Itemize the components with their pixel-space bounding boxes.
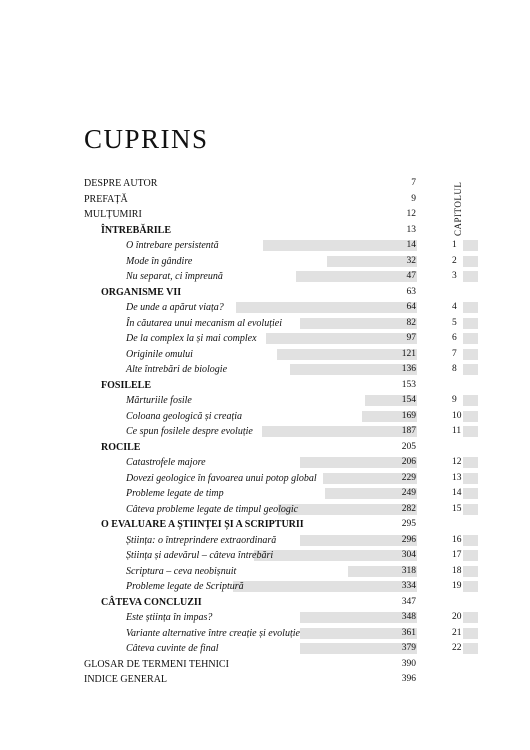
toc-entry-page: 361 (401, 627, 416, 638)
toc-entry (0, 517, 530, 532)
toc-entry-chapter: 5 (452, 317, 457, 328)
toc-entry (0, 657, 530, 672)
toc-entry (0, 378, 530, 393)
toc-entry-chapter: 22 (452, 643, 462, 653)
chapter-bar (463, 349, 478, 360)
toc-entry-title: Ce spun fosilele despre evoluție (126, 426, 253, 437)
chapter-bar (463, 318, 478, 329)
toc-entry-page: 334 (401, 581, 416, 591)
toc-entry-chapter: 14 (452, 488, 462, 498)
toc-entry-page: 187 (401, 426, 416, 436)
toc-entry-title: Mărturiile fosile (126, 395, 192, 406)
toc-entry-chapter: 20 (452, 612, 462, 622)
toc-entry (0, 486, 530, 501)
toc-entry (0, 223, 530, 238)
toc-entry-title: În căutarea unui mecanism al evoluției (126, 317, 282, 329)
toc-entry-title: ÎNTREBĂRILE (101, 224, 172, 236)
toc-entry-title: Coloana geologică și creația (126, 410, 243, 422)
toc-entry (0, 424, 530, 439)
toc-entry-page: 154 (401, 395, 416, 405)
toc-entry-title: Variante alternative între creație și evoluție (126, 627, 300, 639)
toc-entry (0, 610, 530, 625)
toc-entry-title: Este știința în impas? (126, 612, 213, 623)
toc-entry-title: De unde a apărut viața? (126, 302, 224, 313)
chapter-bar (463, 457, 478, 468)
toc-entry-title: O EVALUARE A ȘTIINȚEI ȘI A SCRIPTURII (101, 519, 304, 530)
toc-entry (0, 285, 530, 300)
toc-entry-chapter: 6 (452, 333, 457, 343)
toc-entry-chapter: 19 (452, 581, 462, 591)
toc-entry-page: 136 (401, 364, 416, 374)
toc-entry (0, 347, 530, 362)
chapter-bar (463, 550, 478, 561)
toc-entry-chapter: 4 (452, 302, 457, 312)
toc-entry (0, 207, 530, 222)
toc-entry-title: Scriptura – ceva neobișnuit (126, 565, 237, 577)
toc-entry-title: Catastrofele majore (126, 457, 206, 468)
toc-entry (0, 471, 530, 486)
toc-entry-title: MULȚUMIRI (84, 209, 142, 220)
toc-entry-title: De la complex la și mai complex (126, 333, 257, 344)
chapter-bar (463, 302, 478, 313)
toc-entry-page: 32 (406, 255, 416, 266)
toc-entry-page: 121 (401, 348, 416, 359)
toc-entry (0, 595, 530, 610)
toc-entry-title: Alte întrebări de biologie (126, 364, 228, 375)
page-title: CUPRINS (84, 124, 209, 154)
toc-entry-page: 390 (401, 658, 416, 669)
toc-entry-chapter: 10 (452, 410, 462, 421)
chapter-bar (463, 271, 478, 282)
toc-entry-chapter: 15 (452, 503, 462, 514)
toc-entry (0, 440, 530, 455)
toc-entry-page: 348 (401, 612, 416, 622)
toc-entry-title: O întrebare persistentă (126, 240, 219, 251)
chapter-bar (463, 333, 478, 344)
toc-entry-page: 379 (401, 643, 416, 653)
toc-entry-page: 295 (401, 519, 416, 529)
chapter-bar (463, 411, 478, 422)
toc-entry-page: 12 (406, 209, 416, 219)
toc-entry-chapter: 11 (452, 426, 462, 436)
toc-entry-chapter: 18 (452, 565, 462, 576)
toc-entry-chapter: 7 (452, 348, 457, 359)
toc-entry (0, 548, 530, 563)
toc-entry-page: 347 (401, 596, 416, 607)
chapter-bar (463, 473, 478, 484)
toc-entry-title: GLOSAR DE TERMENI TEHNICI (84, 658, 229, 670)
chapter-column-label: CAPITOLUL (453, 181, 463, 236)
toc-entry-page: 153 (401, 379, 416, 390)
toc-entry (0, 269, 530, 284)
toc-entry (0, 238, 530, 253)
toc-entry-title: ORGANISME VII (101, 286, 182, 298)
toc-entry-title: FOSILELE (101, 379, 152, 391)
chapter-bar (463, 566, 478, 577)
toc-entry-title: DESPRE AUTOR (84, 178, 158, 189)
toc-entry-page: 63 (406, 286, 416, 297)
toc-entry-title: Probleme legate de timp (126, 488, 224, 499)
toc-entry-title: Câteva cuvinte de final (126, 643, 219, 654)
toc-entry-title: Probleme legate de Scriptură (126, 581, 244, 592)
toc-entry-page: 7 (411, 178, 416, 188)
toc-entry-title: Dovezi geologice în favoarea unui potop global (126, 472, 317, 484)
chapter-bar (463, 395, 478, 406)
chapter-bar (463, 488, 478, 499)
toc-entry (0, 192, 530, 207)
toc-entry-page: 82 (406, 317, 416, 328)
toc-entry-title: Câteva probleme legate de timpul geologic (126, 503, 299, 515)
toc-entry-page: 282 (401, 503, 416, 514)
chapter-bar (463, 643, 478, 654)
toc-entry-page: 169 (401, 410, 416, 421)
toc-entry-page: 205 (401, 441, 416, 452)
toc-entry (0, 176, 530, 191)
chapter-bar (463, 504, 478, 515)
toc-entry-page: 396 (401, 674, 416, 684)
toc-entry-page: 47 (406, 271, 416, 281)
toc-entry-chapter: 9 (452, 395, 457, 405)
toc-entry-title: Nu separat, ci împreună (126, 271, 223, 282)
toc-entry (0, 331, 530, 346)
toc-entry-title: PREFAȚĂ (84, 193, 128, 205)
toc-entry (0, 564, 530, 579)
chapter-bar (463, 612, 478, 623)
toc-entry-chapter: 16 (452, 534, 462, 545)
toc-entry-page: 97 (406, 333, 416, 343)
toc-entry-page: 304 (401, 550, 416, 560)
toc-entry (0, 393, 530, 408)
toc-entry (0, 362, 530, 377)
chapter-bar (463, 256, 478, 267)
toc-entry-page: 64 (406, 302, 416, 312)
toc-entry-title: CÂTEVA CONCLUZII (101, 596, 202, 608)
toc-entry (0, 300, 530, 315)
toc-entry-page: 206 (401, 457, 416, 467)
toc-entry-page: 13 (406, 224, 416, 235)
toc-entry-chapter: 13 (452, 472, 462, 483)
toc-entry-page: 249 (401, 488, 416, 498)
toc-entry-chapter: 12 (452, 457, 462, 467)
toc-entry (0, 316, 530, 331)
toc-entry-chapter: 21 (452, 627, 462, 638)
toc-entry (0, 254, 530, 269)
toc-entry-title: Știința și adevărul – câteva întrebări (126, 550, 274, 561)
chapter-bar (463, 426, 478, 437)
toc-entry-title: INDICE GENERAL (84, 674, 168, 685)
chapter-bar (463, 240, 478, 251)
toc-entry-title: Știința: o întreprindere extraordinară (126, 534, 277, 546)
chapter-bar (463, 628, 478, 639)
toc-entry (0, 455, 530, 470)
toc-entry (0, 641, 530, 656)
toc-entry (0, 626, 530, 641)
toc-entry-page: 229 (401, 472, 416, 483)
toc-entry-title: Mode în gândire (126, 255, 193, 267)
chapter-bar (463, 581, 478, 592)
toc-entry-chapter: 17 (452, 550, 462, 560)
toc-entry-title: ROCILE (101, 441, 141, 453)
toc-entry-chapter: 8 (452, 364, 457, 374)
chapter-bar (463, 364, 478, 375)
toc-entry-page: 318 (401, 565, 416, 576)
chapter-bar (463, 535, 478, 546)
toc-entry (0, 533, 530, 548)
toc-entry-chapter: 3 (452, 271, 457, 281)
toc-entry (0, 672, 530, 687)
toc-entry-chapter: 2 (452, 255, 457, 266)
toc-entry-title: Originile omului (126, 348, 193, 360)
toc-entry (0, 502, 530, 517)
toc-entry (0, 579, 530, 594)
toc-entry-page: 296 (401, 534, 416, 545)
toc-entry-chapter: 1 (452, 240, 457, 250)
toc-entry-page: 14 (406, 240, 416, 250)
toc-entry (0, 409, 530, 424)
toc-entry-page: 9 (411, 193, 416, 204)
